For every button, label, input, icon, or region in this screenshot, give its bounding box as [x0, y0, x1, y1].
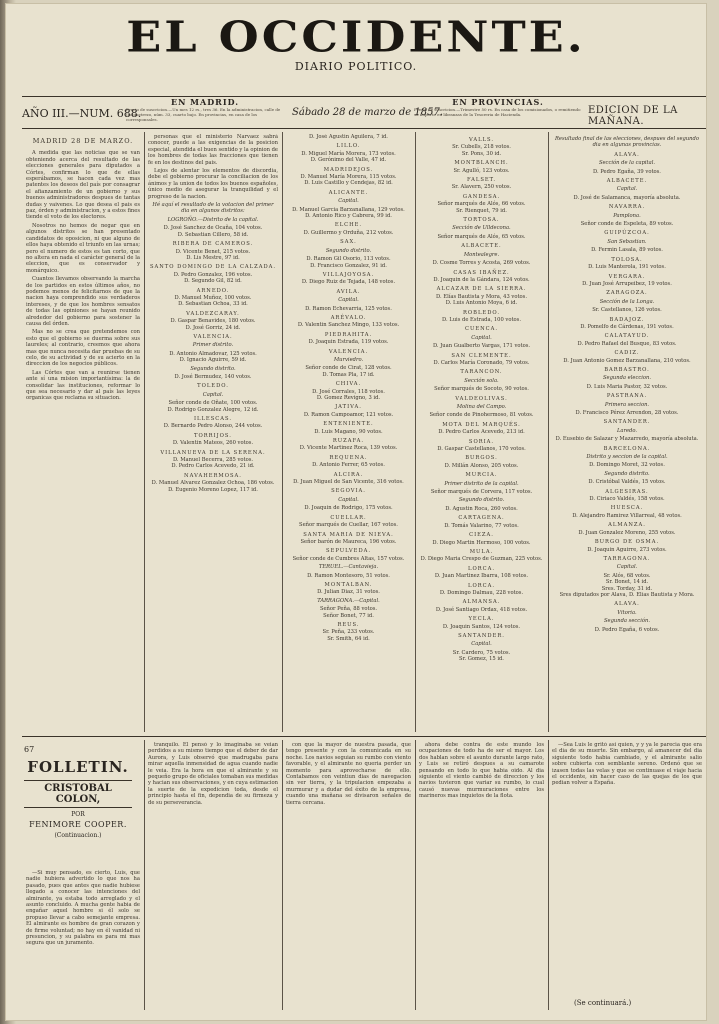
- district-entry: D. Juan Martinez Ibarra, 108 votos.: [434, 573, 529, 580]
- district-entry: Sr. Gomez, 15 id.: [459, 656, 504, 663]
- article-paragraph: Nosotros no hemos de negar que en algunos distritos se han presentado candidatos de oposicion, ni que alguno de ellos haya obtenido el triunfo en las urnas; pero el numero de estos es tan corto, que no altera en nada el carácter general de la eleccion, que es conservador y monárquico.: [26, 222, 140, 274]
- folletin-header: [24, 745, 132, 839]
- district-heading: NAVARRA.: [608, 204, 646, 211]
- district-entry: D. Sebastian Cillero, 58 id.: [177, 231, 249, 238]
- district-entry: Sección de la Longa.: [599, 298, 655, 305]
- district-heading: TARANCON.: [460, 369, 503, 376]
- provincias-text: Precio de suscricion.—Trimestre 50 rs. En casa de los comisionados, o remitiendo su importe en libranzas de la Tesoreria de Hacienda.: [414, 107, 581, 117]
- district-heading: ENTENIENTE.: [323, 421, 374, 428]
- district-entry: Señor marqués de Cuellar, 167 votos.: [299, 522, 398, 529]
- column-rule: [548, 740, 549, 1010]
- district-entry: D. Julian Diaz, 31 votos.: [317, 589, 380, 596]
- district-entry: D. Pedro Gonzalez, 196 votos.: [173, 271, 253, 278]
- serial-paragraph: con que la mayor de nuestra pasada, que tengo presente y con la comunicada en su noche. Los navios seguian su rumbo con viento favorable, y el almirante no queria perder un momento para aprovecharse de ello. Contabamos con veintiun dias de navegacion sin ver tierra, y la tripulacion empezaba a murmurar y a dudar del éxito de la empresa, cuando una mañana se divisaron señales de tierra cercana.: [286, 742, 411, 806]
- district-entry: D. Eugenio Moreno Lopez, 117 id.: [168, 486, 258, 493]
- district-entry: Capital.: [616, 186, 638, 193]
- serial-title: CRISTOBAL COLON,: [24, 780, 132, 808]
- district-heading: VALLS.: [468, 137, 495, 143]
- district-entry: D. Elías Bautista y Mora, 43 votos.: [436, 293, 527, 300]
- district-heading: HUESCA.: [610, 505, 644, 512]
- district-entry: Segundo distrito.: [190, 365, 236, 372]
- district-heading: VALDEZCARAY.: [186, 310, 240, 317]
- district-entry: Señor Peña, 88 votos.: [319, 606, 378, 613]
- serial-continued: (Continuacion.): [54, 832, 102, 839]
- district-entry: D. Juan Gualberto Vargas, 171 votos.: [432, 343, 531, 350]
- district-heading: VALENCIA.: [328, 348, 369, 355]
- district-entry: D. Francisco Gonzalez, 91 id.: [310, 262, 387, 269]
- district-entry: Sr. Alavern, 250 votos.: [451, 184, 512, 191]
- district-entry: Señor marqués de Corvera, 117 votos.: [430, 489, 533, 496]
- newspaper-subtitle: DIARIO POLITICO.: [294, 60, 418, 73]
- district-heading: RUZAFA.: [332, 438, 365, 445]
- district-entry: D. Francisco Pérez Arrendon, 28 votos.: [575, 410, 679, 416]
- district-entry: D. Ignacio Aguirre, 59 id.: [179, 357, 247, 364]
- district-entry: Montealegre.: [463, 251, 500, 258]
- column-rule: [282, 132, 283, 732]
- district-entry: D. Antonio Almadovar, 125 votos.: [169, 350, 257, 357]
- district-entry: Segundo distrito.: [604, 470, 650, 477]
- issue-date: Sábado 28 de marzo de 1857.: [292, 107, 443, 118]
- district-entry: D. Vicente Benet, 215 votos.: [175, 248, 251, 255]
- folletin-column-5: [552, 742, 702, 992]
- district-entry: D. Rodrigo Gonzalez Alegre, 12 id.: [167, 406, 259, 413]
- district-entry: San Sebastian.: [607, 238, 647, 245]
- masthead: [16, 12, 696, 73]
- district-entry: Sección de la capital.: [598, 160, 656, 167]
- district-entry: Pamplona.: [613, 212, 641, 219]
- district-heading: TARRAGONA.: [603, 555, 651, 562]
- district-entry: D. Ramon Campoamor, 121 votos.: [303, 411, 394, 418]
- district-entry: Primer distrito.: [192, 342, 234, 349]
- district-list: [286, 134, 411, 642]
- district-entry: Vitoria.: [617, 609, 637, 616]
- district-entry: D. Luis Maria Pastor, 32 votos.: [586, 383, 668, 390]
- column-rule: [144, 740, 145, 1010]
- provincias-label: EN PROVINCIAS.: [452, 97, 544, 107]
- district-entry: D. Fermin Lasala, 89 votos.: [591, 247, 663, 254]
- district-entry: D. Valentin Mateos, 260 votos.: [172, 440, 254, 447]
- article-paragraph: Lejos de alentar los elementos de discordia, debe el gobierno procurar la conciliacion de los ánimos y la union de todos los buenos españoles, único medio de asegurar la tranquilidad y el progreso de la nacion.: [148, 168, 278, 200]
- district-entry: D. Gomez Revigno, 3 id.: [316, 395, 381, 401]
- district-entry: D. Diego Ruiz de Tejada, 148 votos.: [301, 279, 396, 286]
- district-heading: ALMANSA.: [462, 599, 501, 606]
- district-entry: D. Luis Antonio Moya, 6 id.: [445, 300, 518, 307]
- district-entry: D. Tomás Valarino, 77 votos.: [444, 522, 519, 529]
- folletin-column-3: [286, 742, 411, 1010]
- madrid-label: EN MADRID.: [170, 97, 240, 107]
- district-heading: TOLOSA.: [611, 256, 643, 263]
- article-paragraph: Las Córtes que van a reunirse tienen ante sí una mision importantísima: la de consolidar las instituciones, reformar lo que sea necesario y dar al país las leyes organicas que reclama su situacion.: [26, 369, 140, 402]
- folletin-column-2: [148, 742, 278, 1010]
- district-entry: Señor conde de Espeleta, 89 votos.: [580, 221, 674, 228]
- newspaper-title: EL OCCIDENTE.: [126, 12, 586, 62]
- district-heading: CHIVA.: [335, 381, 362, 388]
- district-heading: JATIVA.: [335, 404, 362, 411]
- district-entry: D. Manuel María Morera, 115 votos.: [300, 174, 397, 181]
- district-entry: Sr. Castellanos, 126 votos.: [592, 307, 662, 314]
- district-heading: REUS.: [337, 621, 360, 628]
- district-list: [148, 217, 278, 493]
- district-entry: D. José Sanchez de Ocaña, 104 votos.: [163, 225, 263, 232]
- district-heading: ROBLEDO.: [463, 309, 500, 316]
- district-entry: D. Luis de Estrada, 100 votos.: [441, 316, 521, 323]
- district-heading: CIEZA.: [469, 532, 494, 539]
- district-entry: D. Juan José Arrupeibez, 19 votos.: [582, 280, 672, 287]
- district-entry: Capital.: [338, 496, 359, 503]
- info-bar: [22, 97, 706, 127]
- district-entry: D. José Santiago Ordax, 418 votos.: [435, 606, 528, 613]
- district-entry: Sr. Smith, 64 id.: [327, 635, 370, 642]
- district-heading: GANDESA.: [462, 193, 501, 200]
- district-entry: Sección sola.: [464, 377, 499, 384]
- district-heading: BARCELONA.: [603, 445, 651, 452]
- article-paragraph: Cuantos llevamos observando la marcha de los partidos en estos últimos años, no podemos menos de felicitarnos de que la nacion haya comprendido sus verdaderos intereses, y de que los hombres sensatos de todas las opiniones se hayan reunido alrededor del gobierno para sostener la causa del órden.: [26, 276, 140, 327]
- district-entry: D. Domingo Moret, 32 votos.: [589, 462, 665, 469]
- column-5: [552, 134, 702, 732]
- district-entry: Sr. Peña, 233 votos.: [322, 629, 375, 636]
- article-paragraph: personas que el ministerio Narvaez sabrá conocer, puede a las exigencias de la posicion especial, atendida el buen sentido y la opinion de los hombres de todas las fracciones que tienen fe en los destinos del pais.: [148, 134, 278, 166]
- column-rule: [415, 132, 416, 732]
- district-heading: VERGARA.: [608, 273, 646, 280]
- district-heading: SANTO DOMINGO DE LA CALZADA.: [149, 264, 277, 271]
- district-entry: Sr. Rienquet, 79 id.: [456, 207, 507, 214]
- district-heading: VALENCIA.: [193, 333, 233, 340]
- district-heading: ARÉVALO.: [330, 314, 367, 321]
- district-entry: D. Pedro Egaña, 6 votos.: [594, 626, 660, 633]
- district-entry: Segunda eleccion.: [602, 375, 652, 382]
- district-heading: BADAJOZ.: [609, 316, 645, 323]
- district-heading: SORIA.: [468, 438, 495, 445]
- serial-author: FENIMORE COOPER.: [29, 820, 127, 829]
- district-heading: ALCAZAR DE LA SIERRA.: [436, 286, 527, 293]
- district-heading: TORTOSA.: [463, 217, 500, 224]
- district-heading: FALSET.: [466, 177, 497, 184]
- district-entry: D. Guillermo y Orduña, 212 votos.: [303, 229, 394, 236]
- column-3: [286, 134, 411, 732]
- column-rule: [548, 132, 549, 732]
- edition-label: EDICION DE LA MAÑANA.: [588, 105, 678, 127]
- district-entry: Señor conde de Pinohermoso, 81 votos.: [429, 412, 534, 419]
- district-entry: D. Juan Miguel de San Vicente, 316 votos.: [293, 479, 404, 486]
- district-heading: NAVAHERMOSA.: [184, 472, 242, 479]
- district-entry: D. Manuel Muñoz, 100 votos.: [174, 294, 252, 301]
- district-heading: ALGESIRAS.: [605, 488, 649, 495]
- district-entry: Capital.: [338, 198, 359, 205]
- article-paragraph: Mas no se crea que pretendemos con esto que el gobierno se duerma sobre sus laureles; al contrario, creemos que ahora mas que nunca necesita dar pruebas de su celo, de su actividad y de su acierto en la direccion de los negocios públicos.: [26, 329, 140, 368]
- district-entry: TERUEL.—Cantavieja.: [318, 564, 379, 571]
- district-entry: Segundo distrito.: [325, 247, 372, 254]
- district-entry: D. Carlos María Coronado, 79 votos.: [433, 359, 530, 366]
- district-heading: MULA.: [469, 548, 494, 555]
- district-entry: Sr. Pons, 30 id.: [461, 150, 502, 157]
- district-entry: D. José Gorriz, 24 id.: [185, 324, 241, 331]
- district-heading: LILLO.: [336, 143, 361, 150]
- district-heading: ALCIRA.: [333, 471, 364, 478]
- district-heading: PASTRANA.: [606, 393, 648, 400]
- district-entry: D. Gaspar Benavides, 180 votos.: [170, 318, 256, 325]
- district-entry: Señor marqués de Alós, 65 votos.: [437, 233, 526, 240]
- district-heading: TOLEDO.: [197, 383, 229, 390]
- district-heading: PIEDRAHITA.: [324, 331, 373, 338]
- district-entry: D. Manuel Garcia Barzanallana, 129 votos.: [292, 206, 405, 213]
- district-heading: MOTA DEL MARQUÉS.: [442, 421, 521, 428]
- district-entry: Segunda sección.: [603, 618, 650, 625]
- district-entry: Sr. Cubells, 218 votos.: [452, 144, 511, 151]
- dateline: MADRID 28 DE MARZO.: [32, 137, 134, 145]
- district-entry: D. José Agustin Aguilera, 7 id.: [309, 134, 388, 140]
- district-heading: VILLAJOYOSA.: [322, 271, 375, 278]
- district-entry: D. Joaquin Aguirre, 273 votos.: [587, 546, 667, 553]
- district-heading: SAX.: [340, 239, 357, 246]
- column-rule: [144, 132, 145, 732]
- column-rule: [415, 740, 416, 1010]
- district-entry: Sr. Agulló, 123 votos.: [453, 167, 510, 174]
- district-heading: ARNEDO.: [196, 287, 230, 294]
- district-entry: D. Luis Manterola, 191 votos.: [588, 264, 666, 271]
- district-heading: GUIPÚZCOA.: [604, 230, 650, 237]
- district-heading: VILLANUEVA DE LA SERENA.: [160, 449, 266, 456]
- district-entry: Laredo.: [616, 427, 638, 434]
- district-heading: LORCA.: [468, 565, 495, 572]
- district-entry: D. Eusebio de Salazar y Mazarredo, mayoría absoluta.: [555, 436, 699, 443]
- district-entry: D. Joaquin Santos, 124 votos.: [442, 623, 521, 630]
- district-entry: D. Pedro Carlos Acevedo, 21 id.: [171, 463, 255, 470]
- district-heading: CADIZ.: [614, 350, 640, 357]
- continued-note: (Se continuará.): [574, 999, 632, 1007]
- district-entry: Capital.: [616, 564, 638, 571]
- district-entry: D. Gerónimo del Valle, 47 id.: [310, 157, 387, 164]
- district-entry: Señor barón de Maureca, 196 votos.: [300, 538, 397, 545]
- district-heading: ALBACETE.: [461, 243, 502, 250]
- district-entry: Capital.: [338, 297, 359, 304]
- district-entry: D. Lis Mestre, 97 id.: [186, 254, 240, 261]
- district-entry: D. Antonio Ferrer, 65 votos.: [312, 462, 385, 469]
- district-entry: D. Joaquin de la Gándara, 124 votos.: [433, 276, 530, 283]
- district-entry: Sección de Ulldecona.: [452, 225, 511, 232]
- district-entry: D. Tomas Pla, 17 id.: [322, 371, 375, 378]
- district-entry: D. Cristóbal Valdés, 15 votos.: [588, 479, 666, 486]
- district-heading: ALICANTE.: [328, 189, 369, 196]
- district-entry: Señor marqués de Alós, 66 votos.: [437, 201, 526, 208]
- district-entry: D. Domingo Dalmau, 228 votos.: [439, 589, 524, 596]
- district-heading: SEPULVEDA.: [325, 548, 372, 555]
- district-heading: ZARAGOZA.: [606, 290, 648, 297]
- district-entry: TARRAGONA.—Capital.: [317, 597, 380, 604]
- district-entry: D. Sebastian Ochoa, 33 id.: [178, 301, 248, 308]
- district-heading: CALATAYUD.: [604, 333, 650, 340]
- district-heading: SAN CLEMENTE.: [451, 352, 512, 359]
- serial-paragraph: ahora debe contra de este mundo los ocupaciones de todo ha de ser el mayor. Los dos hablan sobre el asunto durante largo rato, y Luis se retiró despues a su camarote pensando en todo lo que habia oido. Al dia siguiente el viento cambió de direccion y los navios tuvieron que variar su rumbo, lo cual causó nuevas murmuraciones entre los marineros mas inquietos de la flota.: [419, 742, 544, 800]
- district-entry: D. Segundo Gil, 82 id.: [184, 278, 242, 285]
- district-heading: YECLA.: [468, 616, 495, 623]
- folletin-number: 67: [24, 745, 35, 754]
- district-entry: D. Luis Castillo y Cendejas, 82 id.: [304, 180, 393, 187]
- district-entry: Segundo distrito.: [458, 497, 505, 504]
- district-entry: D. Ciriaco Valdés, 158 votos.: [589, 496, 665, 503]
- district-heading: CUENCA.: [464, 326, 499, 333]
- district-entry: Molina del Campo.: [456, 404, 507, 410]
- district-heading: MONTBLANCH.: [454, 160, 509, 167]
- results-intro: Resultado final de las elecciones, despues del segundo dia en algunas provincias.: [555, 136, 699, 149]
- district-entry: D. Diego Martin Hermoso, 100 votos.: [432, 539, 531, 546]
- district-entry: LOGROÑO.—Distrito de la capital.: [167, 216, 259, 223]
- district-entry: D. Pedro Carlos Acevedo, 213 id.: [438, 429, 525, 436]
- district-entry: D. Pedro Rafael del Busque, 83 votos.: [577, 340, 677, 347]
- district-heading: ALAVA.: [614, 151, 640, 158]
- district-entry: D. Pedro Egaña, 39 votos.: [593, 168, 661, 175]
- district-heading: ELCHE.: [334, 222, 363, 229]
- district-entry: Primera seccion.: [604, 401, 650, 408]
- district-heading: VALDEOLIVAS.: [455, 395, 508, 402]
- district-entry: Distrito y seccion de la capital.: [586, 454, 668, 461]
- serial-paragraph: —Sea Luis le gritó asi quien, y y ya le parecia que era el dia de su muerte. Sin embargo, al amanecer del dia siguiente todo habia cambiado, y el almirante salio sobre cubierta con semblante sereno. Ordenó que se izasen todas las velas y que se continuase el viaje hacia el occidente, sin hacer caso de las quejas de los que pedian volver a España.: [552, 742, 702, 787]
- district-entry: Señor conde de Oñate, 100 votos.: [168, 400, 258, 407]
- serial-paragraph: tranquilo. El pensó y lo imaginaba se veian perdidos a su mismo tiempo que el deber de dar Aurora, y Luis observó que madrugaba para mirar aquella inmensidad de agua cuando nadie le veia. Era la hora en que el almirante y su pequeño grupo de oficiales tomaban sus medidas y hacian sus observaciones, y en cuya estimacion la suerte de la expedicion toda, desde el principio hasta el fin, dependia de su firmeza y de su perseverancia.: [148, 742, 278, 806]
- district-entry: D. Joaquin de Rodrigo, 175 votos.: [304, 505, 393, 512]
- district-entry: D. Agustin Roca, 260 votos.: [445, 505, 518, 512]
- district-entry: D. José de Salamanca, mayoría absoluta.: [573, 194, 681, 201]
- issue-number: AÑO III.—NUM. 688.: [22, 107, 142, 120]
- district-entry: Primer distrito de la capital.: [444, 480, 519, 487]
- district-heading: CUELLAR.: [330, 514, 367, 521]
- district-heading: SEGOVIA.: [331, 488, 366, 495]
- serial-paragraph: —Si muy pensado, es cierto, Luis, que nadie hubiera advertido lo que nos ha pasado, pues que antes que nadie hubiese llegado a conocer las intenciones del almirante, ya estaba todo arreglado y el asunto concluido. A mucha gente habia de engañar aquel hombre si él solo se propuso llevar a cabo semejante empresa. El almirante es hombre de gran corazon y de firme voluntad; no hay en él vanidad ni presuncion, y su palabra es para mi mas segura que un juramento.: [26, 870, 140, 947]
- provincias-subscription: [414, 97, 582, 117]
- district-list: [419, 137, 544, 663]
- district-entry: D. Diego Maria Crespo de Guzman, 225 votos.: [420, 556, 543, 563]
- district-heading: RIBERA DE CAMEROS.: [172, 241, 254, 248]
- madrid-text: Precio de suscricion.—Un mes 12 rs., tres 36. En la administracion, calle de Jacometrezo, núm. 33, cuarto bajo. En provincias, en casa de los corresponsales.: [126, 107, 281, 122]
- district-entry: D. Manuel Becerra, 285 votos.: [172, 457, 254, 464]
- district-entry: Murviedro.: [333, 356, 364, 363]
- district-entry: D. José Bermudez, 140 votos.: [174, 374, 252, 380]
- district-heading: AVILA.: [336, 288, 361, 295]
- district-heading: MURCIA.: [465, 472, 498, 479]
- district-list: [552, 152, 702, 633]
- district-heading: ALBACETE.: [606, 178, 648, 185]
- district-entry: D. Pomelfo de Cárdenas, 191 votos.: [580, 323, 674, 330]
- folletin-heading: FOLLETIN.: [27, 758, 129, 776]
- district-entry: D. Ramon Montesoro, 51 votos.: [307, 572, 390, 579]
- district-heading: ILLESCAS.: [193, 416, 232, 423]
- serial-by: POR: [71, 811, 85, 818]
- district-entry: Sr. Alós, 68 votos.: [603, 572, 651, 579]
- district-heading: SANTANDER.: [458, 632, 505, 639]
- madrid-subscription: [126, 97, 284, 122]
- column-2: [148, 134, 278, 732]
- district-heading: CASAS IBAÑEZ.: [453, 269, 510, 276]
- district-entry: Señor Bonet, 77 id.: [323, 612, 374, 619]
- district-heading: CARTAGENA.: [458, 515, 505, 522]
- district-entry: D. Alejandro Ramirez Villarreal, 48 votos.: [572, 512, 682, 519]
- district-entry: D. Juan Antonio Gomez Barzanallana, 210 votos.: [563, 357, 691, 364]
- district-heading: ALAVA.: [614, 601, 640, 608]
- district-entry: Señor marqués de Socoto, 90 votos.: [434, 386, 529, 393]
- district-entry: D. Millán Alonso, 205 votos.: [444, 462, 519, 469]
- district-entry: D. José Corrales, 118 votos.: [312, 388, 385, 395]
- district-entry: D. Antonio Rico y Cabrera, 99 id.: [305, 213, 392, 220]
- district-entry: Sr. Cardero, 75 votos.: [452, 649, 511, 656]
- district-entry: D. Joaquin Estrada, 119 votos.: [308, 339, 389, 346]
- column-4: [419, 134, 544, 732]
- district-heading: BURGO DE OSMA.: [594, 539, 660, 546]
- district-heading: ALMANZA.: [608, 522, 646, 529]
- district-entry: Señor conde de Cumbres Altas, 157 votos.: [292, 555, 405, 562]
- district-heading: LORCA.: [468, 582, 495, 589]
- district-heading: BARBASTRO.: [604, 366, 650, 373]
- rule-infobar: [22, 128, 706, 129]
- district-heading: REQUENA.: [329, 454, 368, 461]
- district-entry: D. Miguel María Morera, 173 votos.: [301, 150, 396, 157]
- column-rule: [282, 740, 283, 1010]
- district-entry: D. Valentin Sanchez Mingo, 133 votos.: [297, 322, 400, 329]
- district-entry: D. Ramon Echevarria, 125 votos.: [305, 305, 392, 312]
- results-intro: Hé aquí el resultado de la votacion del primer dia en algunos distritos:: [152, 202, 274, 215]
- district-heading: TORRIJOS.: [194, 432, 232, 439]
- district-entry: D. Vicente Martinez Roca, 139 votos.: [299, 445, 398, 452]
- district-entry: D. Bernardo Pedro Alonso, 244 votos.: [163, 423, 263, 430]
- district-entry: Sres. Torday, 31 id.: [601, 585, 653, 592]
- district-entry: Capital.: [471, 641, 492, 648]
- district-entry: Sr. Bonet, 14 id.: [605, 579, 649, 586]
- district-entry: D. Ramon Gil Osorio, 113 votos.: [306, 256, 391, 263]
- district-heading: BURGOS.: [465, 455, 498, 462]
- column-1: [26, 134, 140, 732]
- district-heading: MADRIDEJOS.: [323, 166, 374, 173]
- district-entry: Capital.: [471, 334, 492, 341]
- district-entry: Sres diputados por Alava, D. Elias Bautista y Mora.: [559, 591, 695, 598]
- district-entry: Capital.: [202, 391, 224, 398]
- district-entry: D. Gaspar Castellanos, 170 votos.: [437, 446, 526, 453]
- district-heading: SANTA MARIA DE NIEVA.: [303, 531, 394, 538]
- district-entry: D. Luis Magano, 90 votos.: [314, 428, 383, 435]
- folletin-column-4: [419, 742, 544, 1010]
- folletin-column-1: [26, 870, 140, 1010]
- district-entry: D. Juan Gonzalez Moreno, 255 votos.: [578, 529, 676, 536]
- rule-folletin: [22, 736, 706, 737]
- article-paragraph: A medida que las noticias que se van obteniendo acerca del resultado de las elecciones generales para diputados a Córtes, confirman lo que de ellas esperábamos, se hacen cada vez mas patentes los deseos del país por consagrar el afianzamiento de un gobierno y sus buenos administradores despues de tantas dudas y vaivenes. Lo que desea el pais es paz, órden y administracion, y a estos fines tiende el voto de los electores.: [26, 150, 140, 221]
- district-entry: Señor conde de Cirat, 128 votos.: [305, 365, 392, 372]
- district-entry: D. Cosme Torres y Acosta, 269 votos.: [432, 260, 531, 267]
- district-entry: D. Manuel Alvarez Gonzalez Ochoa, 186 votos.: [151, 480, 275, 487]
- district-heading: MONTALBAN.: [324, 581, 373, 588]
- district-heading: SANTANDER.: [603, 419, 651, 426]
